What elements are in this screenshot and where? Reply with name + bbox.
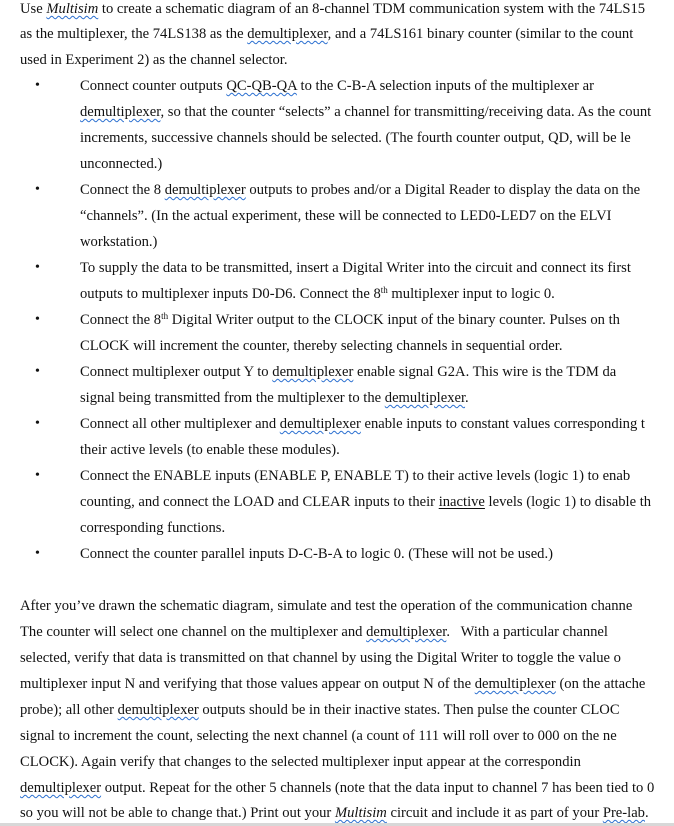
text: Use: [20, 1, 47, 17]
text: outputs to multiplexer inputs D0-D6. Connect the 8: [80, 286, 381, 302]
spellcheck-word: demultiplexer: [272, 364, 354, 380]
bullet-marker: •: [35, 260, 40, 275]
spellcheck-word: Multisim: [46, 1, 99, 17]
text: enable inputs to constant values corresponding t: [360, 416, 645, 432]
spellcheck-word: demultiplexer: [366, 624, 447, 640]
spellcheck-word: demultiplexer: [474, 676, 556, 692]
bullet-2-line-1: [80, 181, 640, 199]
bullet-marker: •: [35, 312, 40, 327]
bullet-1-line-1: [80, 77, 594, 95]
spellcheck-word: demultiplexer: [117, 702, 199, 718]
text: output. Repeat for the other 5 channels (note that the data input to channel 7 has been tied to 0: [101, 780, 655, 796]
bullet-5-line-2: [80, 389, 469, 407]
spellcheck-word: demultiplexer: [279, 416, 361, 432]
bullet-1-line-4: unconnected.): [80, 156, 163, 172]
text: Connect all other multiplexer and: [80, 416, 280, 432]
final-line-4: [20, 675, 645, 693]
final-line-8: [20, 779, 654, 797]
underlined-word: inactive: [438, 494, 485, 510]
intro-line-2: [20, 25, 633, 43]
text: to create a schematic diagram of an 8-channel TDM communication system with the 74LS15: [98, 1, 646, 17]
text: Digital Writer output to the CLOCK input of the binary counter. Pulses on th: [168, 312, 620, 328]
text: to the C-B-A selection inputs of the multiplexer ar: [296, 78, 594, 94]
spellcheck-word: demultiplexer: [164, 182, 246, 198]
final-line-6: signal to increment the count, selecting the next channel (a count of 111 will roll over to 000 on the ne: [20, 728, 617, 744]
text: signal being transmitted from the multiplexer to the: [80, 390, 385, 406]
spellcheck-word: demultiplexer: [247, 26, 328, 42]
bullet-4-line-2: CLOCK will increment the counter, thereby selecting channels in sequential order.: [80, 338, 563, 354]
spellcheck-word: demultiplexer: [80, 104, 161, 120]
final-line-2: [20, 623, 612, 641]
bullet-1-line-3: increments, successive channels should be selected. (The fourth counter output, QD, will be le: [80, 130, 631, 146]
superscript: th: [380, 285, 388, 295]
bullet-2-line-2: “channels”. (In the actual experiment, these will be connected to LED0-LED7 on the ELVI: [80, 208, 612, 224]
text: probe); all other: [20, 702, 118, 718]
bullet-1-line-2: [80, 103, 651, 121]
text: . With a particular channel: [446, 624, 612, 640]
text: Connect the 8: [80, 182, 165, 198]
text: as the multiplexer, the 74LS138 as the: [20, 26, 248, 42]
spellcheck-word: demultiplexer: [20, 780, 102, 796]
bullet-4-line-1: [80, 311, 620, 329]
bullet-7-line-2: [80, 493, 651, 511]
final-line-9: [20, 804, 649, 822]
bullet-6-line-2: their active levels (to enable these modules).: [80, 442, 340, 458]
spellcheck-word: QC-QB-QA: [226, 78, 297, 94]
text: circuit and include it as part of your: [386, 805, 603, 821]
spellcheck-word: demultiplexer: [384, 390, 466, 406]
bullet-3-line-1: To supply the data to be transmitted, insert a Digital Writer into the circuit and connect its first: [80, 260, 631, 276]
bullet-6-line-1: [80, 415, 645, 433]
text: enable signal G2A. This wire is the TDM da: [353, 364, 617, 380]
final-line-3: selected, verify that data is transmitted on that channel by using the Digital Writer to toggle the value o: [20, 650, 621, 666]
text: , and a 74LS161 binary counter (similar to the count: [327, 26, 634, 42]
intro-line-1: [20, 0, 645, 18]
text: Connect the 8: [80, 312, 162, 328]
text: multiplexer input to logic 0.: [387, 286, 555, 302]
final-line-7: CLOCK). Again verify that changes to the selected multiplexer input appear at the correspondin: [20, 754, 581, 770]
text: multiplexer input N and verifying that those values appear on output N of the: [20, 676, 475, 692]
text: Connect counter outputs: [80, 78, 227, 94]
bullet-marker: •: [35, 78, 40, 93]
text: counting, and connect the LOAD and CLEAR inputs to their: [80, 494, 439, 510]
intro-line-3: used in Experiment 2) as the channel selector.: [20, 52, 288, 68]
final-line-1: After you’ve drawn the schematic diagram, simulate and test the operation of the communication channe: [20, 598, 633, 614]
text: so you will not be able to change that.) Print out your: [20, 805, 335, 821]
text: , so that the counter “selects” a channel for transmitting/receiving data. As the count: [160, 104, 652, 120]
bullet-marker: •: [35, 546, 40, 561]
text: .: [465, 390, 469, 406]
text: outputs should be in their inactive states. Then pulse the counter CLOC: [198, 702, 620, 718]
bullet-7-line-1: Connect the ENABLE inputs (ENABLE P, ENABLE T) to their active levels (logic 1) to enab: [80, 468, 631, 484]
bullet-marker: •: [35, 468, 40, 483]
bullet-2-line-3: workstation.): [80, 234, 158, 250]
bullet-7-line-3: corresponding functions.: [80, 520, 226, 536]
text: .: [644, 805, 649, 821]
bullet-marker: •: [35, 416, 40, 431]
bullet-marker: •: [35, 182, 40, 197]
text: outputs to probes and/or a Digital Reader to display the data on the: [245, 182, 641, 198]
bullet-5-line-1: [80, 363, 616, 381]
superscript: th: [161, 311, 169, 321]
spellcheck-word: Multisim: [334, 805, 387, 821]
bullet-3-line-2: [80, 285, 555, 303]
text: (on the attache: [555, 676, 646, 692]
text: The counter will select one channel on the multiplexer and: [20, 624, 367, 640]
text: Connect multiplexer output Y to: [80, 364, 273, 380]
spellcheck-word: Pre-lab: [602, 805, 645, 821]
text: levels (logic 1) to disable th: [484, 494, 652, 510]
bullet-marker: •: [35, 364, 40, 379]
bullet-8-line-1: Connect the counter parallel inputs D-C-B-A to logic 0. (These will not be used.): [80, 546, 553, 562]
final-line-5: [20, 701, 620, 719]
